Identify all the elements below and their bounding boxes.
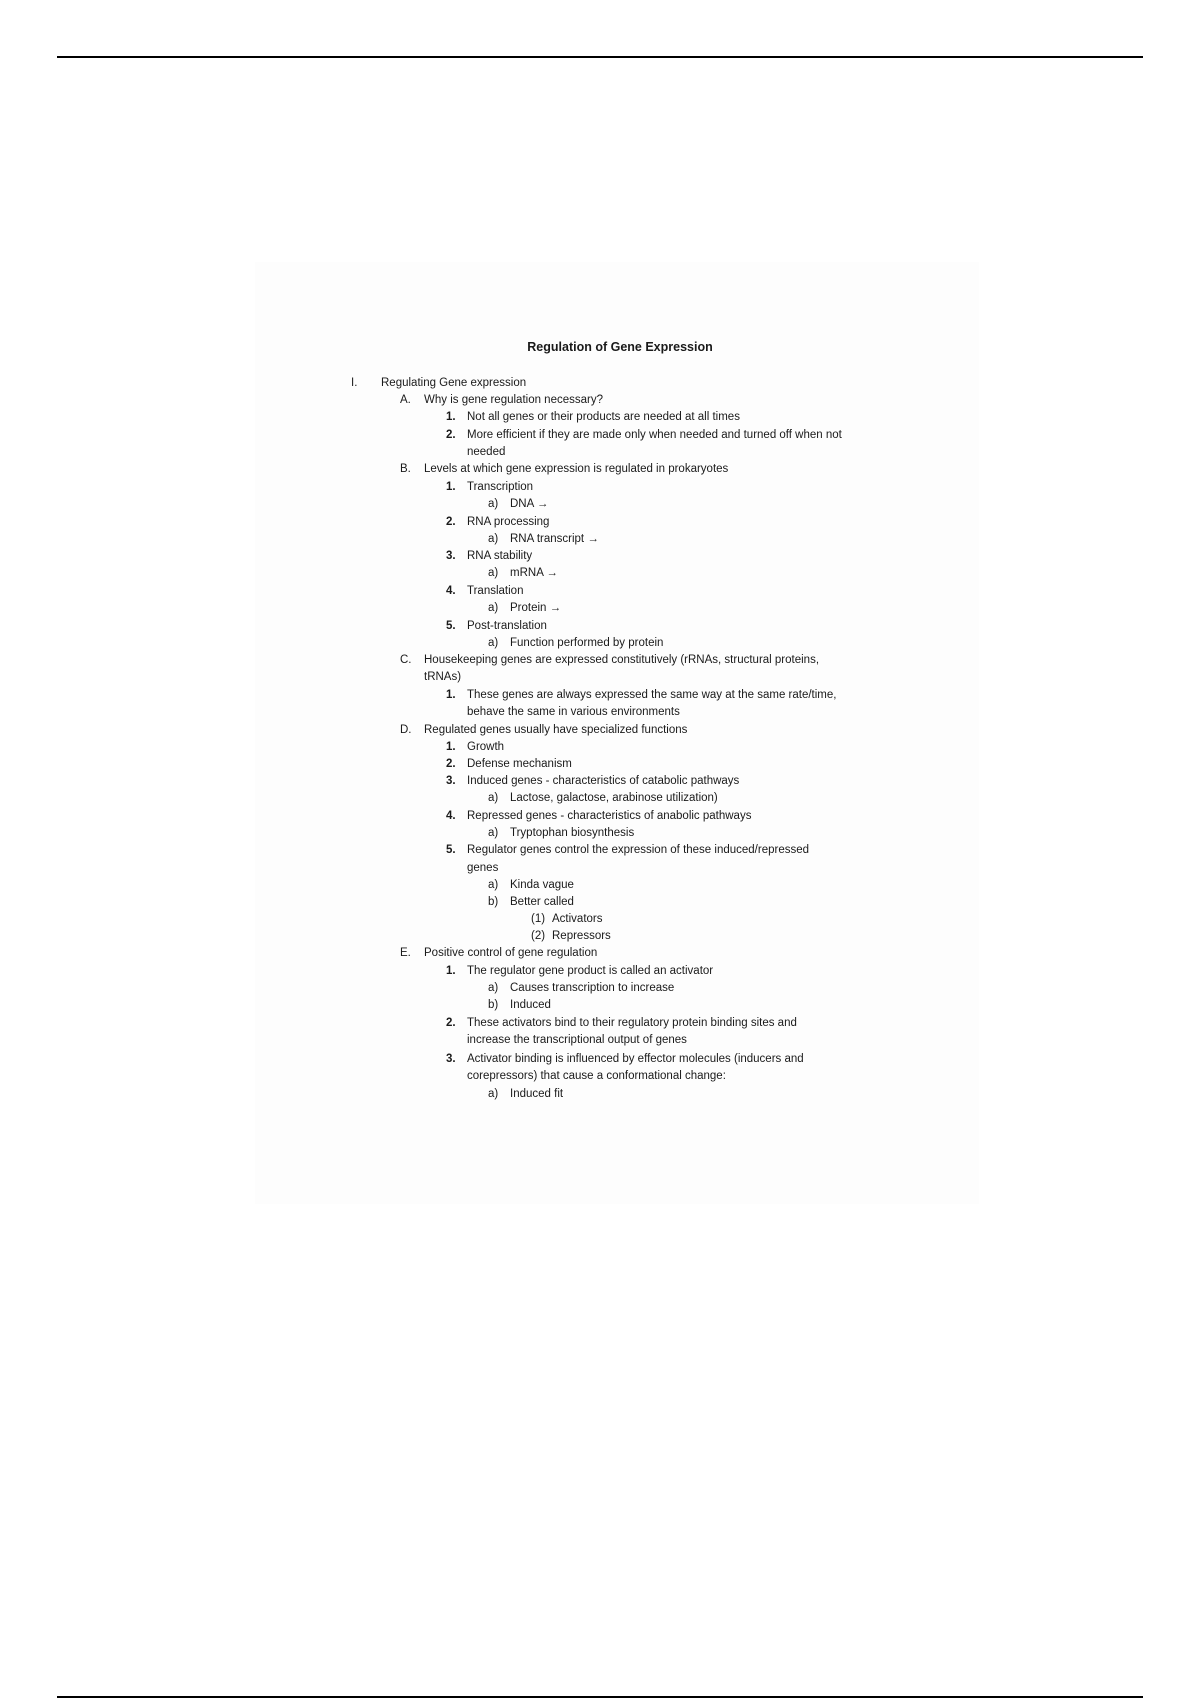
- outline-text: Better called: [510, 896, 574, 908]
- outline-item: [0, 461, 1200, 478]
- outline-marker: a): [488, 1088, 499, 1100]
- outline-text: Induced fit: [510, 1088, 564, 1100]
- outline-marker: 1.: [446, 741, 456, 753]
- outline-marker: E.: [400, 947, 411, 959]
- outline-text: Regulator genes control the expression of these induced/repressed: [467, 844, 810, 856]
- outline-item: [0, 565, 1200, 582]
- outline-item: [0, 894, 1200, 911]
- outline-marker: D.: [400, 724, 412, 736]
- outline-item: [0, 496, 1200, 513]
- outline-item: [0, 514, 1200, 531]
- outline-item: [0, 1032, 1200, 1049]
- outline-marker: a): [488, 533, 499, 545]
- outline-text: Regulated genes usually have specialized functions: [424, 724, 688, 736]
- outline-item: [0, 687, 1200, 704]
- outline-item: [0, 825, 1200, 842]
- outline-item: [0, 375, 1200, 392]
- outline-marker: 2.: [446, 516, 456, 528]
- outline-item: [0, 773, 1200, 790]
- outline-text: Causes transcription to increase: [510, 982, 675, 994]
- outline-text: genes: [467, 862, 499, 874]
- outline-marker: 2.: [446, 758, 456, 770]
- outline-text: RNA processing: [467, 516, 550, 528]
- outline-item: [0, 1068, 1200, 1085]
- outline-marker: (1): [531, 913, 546, 925]
- outline-text: Tryptophan biosynthesis: [510, 827, 635, 839]
- outline-marker: a): [488, 792, 499, 804]
- outline-item: [0, 1015, 1200, 1032]
- outline-text: Protein →: [510, 602, 562, 614]
- outline-marker: 3.: [446, 775, 456, 787]
- outline-item: [0, 583, 1200, 600]
- outline-text: corepressors) that cause a conformational change:: [467, 1070, 726, 1082]
- outline-item: [0, 409, 1200, 426]
- outline-item: [0, 756, 1200, 773]
- outline-item: [0, 877, 1200, 894]
- outline-marker: b): [488, 999, 499, 1011]
- outline-item: [0, 928, 1200, 945]
- outline-marker: a): [488, 637, 499, 649]
- outline-text: Induced: [510, 999, 551, 1011]
- outline-text: Repressors: [552, 930, 611, 942]
- outline-marker: a): [488, 827, 499, 839]
- outline-text: Function performed by protein: [510, 637, 664, 649]
- outline-text: RNA transcript →: [510, 533, 599, 545]
- outline-item: [0, 444, 1200, 461]
- outline-marker: C.: [400, 654, 412, 666]
- document-title: Regulation of Gene Expression: [527, 340, 713, 354]
- outline-item: [0, 945, 1200, 962]
- outline-marker: a): [488, 602, 499, 614]
- outline-marker: a): [488, 982, 499, 994]
- outline-item: [0, 704, 1200, 721]
- outline-item: [0, 1051, 1200, 1068]
- bottom-rule: [57, 1696, 1143, 1698]
- outline-marker: a): [488, 567, 499, 579]
- outline-item: [0, 911, 1200, 928]
- outline-item: [0, 427, 1200, 444]
- outline-text: Transcription: [467, 481, 534, 493]
- outline-text: RNA stability: [467, 550, 533, 562]
- outline-item: [0, 808, 1200, 825]
- outline-text: Repressed genes - characteristics of anabolic pathways: [467, 810, 752, 822]
- outline-item: [0, 997, 1200, 1014]
- outline-text: mRNA →: [510, 567, 558, 579]
- outline-text: These genes are always expressed the same way at the same rate/time,: [467, 689, 837, 701]
- outline-item: [0, 739, 1200, 756]
- outline-item: [0, 669, 1200, 686]
- outline-marker: a): [488, 879, 499, 891]
- outline-marker: 1.: [446, 689, 456, 701]
- outline-item: [0, 635, 1200, 652]
- outline-text: Activator binding is influenced by effector molecules (inducers and: [467, 1053, 804, 1065]
- outline-text: Positive control of gene regulation: [424, 947, 598, 959]
- outline-text: Housekeeping genes are expressed constitutively (rRNAs, structural proteins,: [424, 654, 820, 666]
- outline-item: [0, 842, 1200, 859]
- outline-text: The regulator gene product is called an activator: [467, 965, 714, 977]
- outline-text: These activators bind to their regulatory protein binding sites and: [467, 1017, 797, 1029]
- outline-marker: 1.: [446, 965, 456, 977]
- outline-item: [0, 479, 1200, 496]
- outline-text: Growth: [467, 741, 505, 753]
- outline-marker: 2.: [446, 1017, 456, 1029]
- outline-text: Regulating Gene expression: [381, 377, 527, 389]
- outline-marker: 2.: [446, 429, 456, 441]
- outline-item: [0, 980, 1200, 997]
- outline-text: Translation: [467, 585, 524, 597]
- outline-item: [0, 1086, 1200, 1103]
- outline-text: behave the same in various environments: [467, 706, 680, 718]
- outline-marker: 5.: [446, 844, 456, 856]
- outline-item: [0, 722, 1200, 739]
- outline-text: Why is gene regulation necessary?: [424, 394, 603, 406]
- outline-text: Defense mechanism: [467, 758, 572, 770]
- outline-marker: 3.: [446, 550, 456, 562]
- outline-text: needed: [467, 446, 506, 458]
- outline-text: Not all genes or their products are needed at all times: [467, 411, 740, 423]
- outline-marker: A.: [400, 394, 411, 406]
- outline-text: increase the transcriptional output of genes: [467, 1034, 687, 1046]
- outline-text: tRNAs): [424, 671, 462, 683]
- outline-item: [0, 392, 1200, 409]
- outline-text: Levels at which gene expression is regulated in prokaryotes: [424, 463, 729, 475]
- outline-marker: b): [488, 896, 499, 908]
- outline-marker: 4.: [446, 810, 456, 822]
- outline-item: [0, 963, 1200, 980]
- outline-marker: a): [488, 498, 499, 510]
- outline-text: Activators: [552, 913, 603, 925]
- outline-item: [0, 860, 1200, 877]
- outline-text: Induced genes - characteristics of catabolic pathways: [467, 775, 740, 787]
- outline-marker: 4.: [446, 585, 456, 597]
- outline-marker: 1.: [446, 481, 456, 493]
- outline-text: DNA →: [510, 498, 549, 510]
- outline-text: Kinda vague: [510, 879, 574, 891]
- top-rule: [57, 56, 1143, 58]
- outline-marker: I.: [351, 377, 358, 389]
- outline-marker: 5.: [446, 620, 456, 632]
- outline-marker: 1.: [446, 411, 456, 423]
- outline-item: [0, 618, 1200, 635]
- outline-marker: (2): [531, 930, 546, 942]
- outline-item: [0, 531, 1200, 548]
- outline-item: [0, 600, 1200, 617]
- outline-marker: 3.: [446, 1053, 456, 1065]
- outline-item: [0, 548, 1200, 565]
- outline-text: Lactose, galactose, arabinose utilization): [510, 792, 718, 804]
- outline-item: [0, 652, 1200, 669]
- outline-text: More efficient if they are made only when needed and turned off when not: [467, 429, 842, 441]
- outline-marker: B.: [400, 463, 411, 475]
- outline-text: Post-translation: [467, 620, 547, 632]
- outline-item: [0, 790, 1200, 807]
